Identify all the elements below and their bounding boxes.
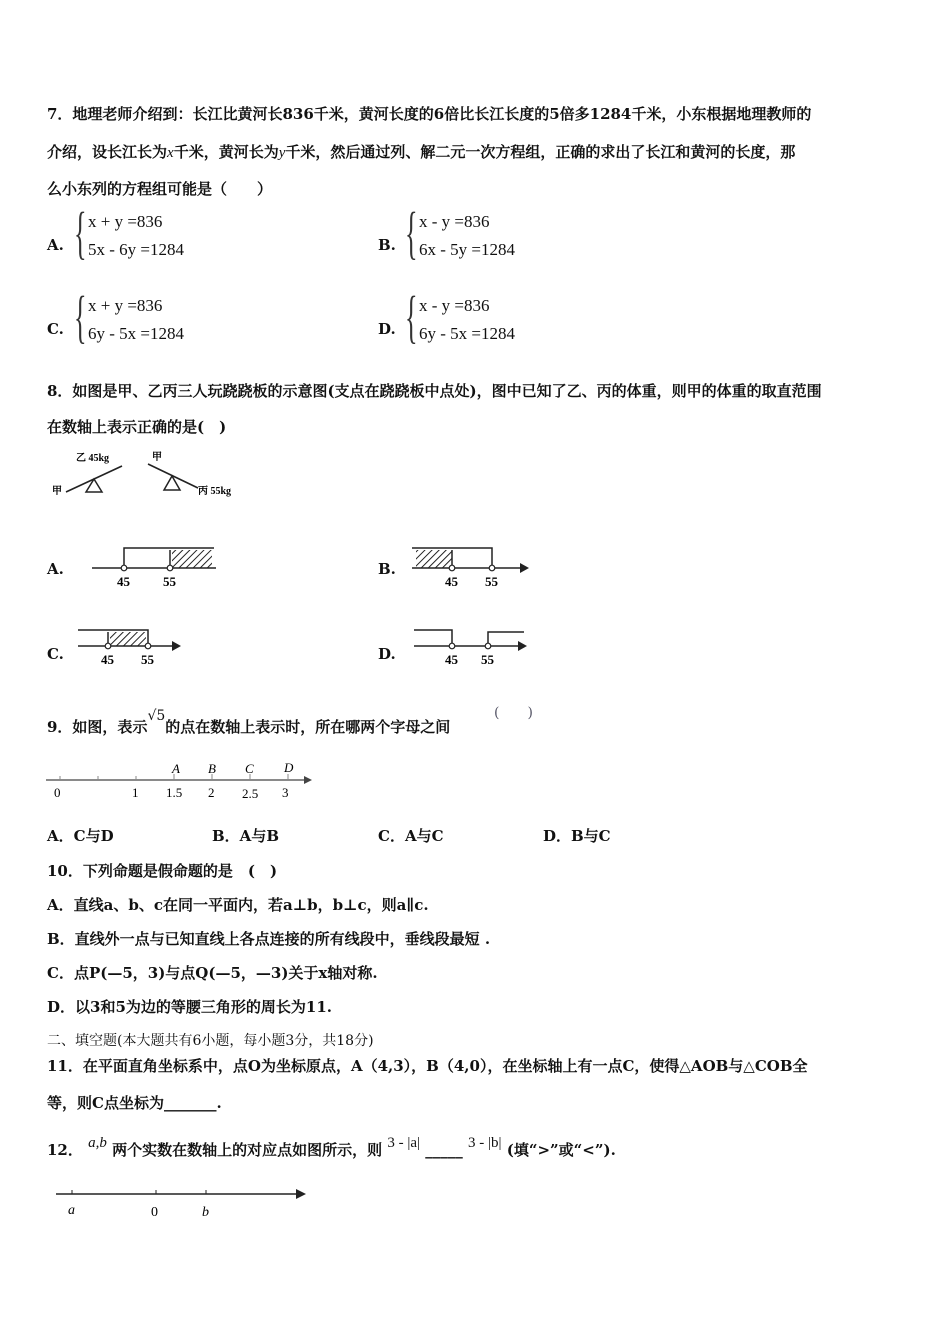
q7-line2-c: 千米，然后通过列、解二元一次方程组，正确的求出了长江和黄河的长度，那 — [285, 143, 796, 161]
q9-letter-d: D — [284, 760, 294, 775]
q10-option-a: A．直线a、b、c在同一平面内，若a⊥b，b⊥c，则a∥c. — [47, 896, 429, 914]
q9-tick-3: 3 — [282, 785, 289, 800]
q9-letter-c: C — [245, 761, 254, 776]
q9-option-a: A．C与D — [47, 827, 114, 845]
q7-var-y: y — [278, 145, 286, 161]
q9-numberline — [42, 756, 322, 802]
q8-a-label-45: 45 — [117, 574, 130, 589]
q12-expr-1: 3 - |a| — [387, 1135, 421, 1151]
q9-stem — [47, 708, 451, 737]
q7-option-c-eq1: x + y =836 — [88, 296, 163, 315]
q8-b-label-45: 45 — [445, 574, 458, 589]
seesaw-figure — [48, 448, 248, 504]
q8-line2: 在数轴上表示正确的是( ) — [47, 418, 227, 436]
q7-line2-a: 介绍，设长江长为 — [47, 143, 168, 161]
q11-line1: 11．在平面直角坐标系中，点O为坐标原点，A（4,3），B（4,0），在坐标轴上有一点C，使得△AOB与△COB全 — [47, 1057, 808, 1075]
q7-option-c-letter: C. — [47, 320, 64, 338]
q10-option-b: B．直线外一点与已知直线上各点连接的所有线段中，垂线段最短 . — [47, 930, 491, 948]
q9-tick-1-5: 1.5 — [166, 785, 183, 800]
q12-blank: _____ — [425, 1141, 463, 1159]
q9-answer-paren: ( ) — [494, 705, 533, 721]
seesaw-1-left-label: 甲 — [52, 486, 62, 497]
q9-text-b: 的点在数轴上表示时，所在哪两个字母之间 — [165, 718, 451, 736]
q9-option-d: D．B与C — [543, 827, 611, 845]
q7-option-a-brace: { — [74, 200, 87, 265]
q7-option-a-letter: A. — [47, 236, 64, 254]
q8-a-label-55: 55 — [163, 574, 176, 589]
q7-option-b-eq2: 6x - 5y =1284 — [419, 240, 515, 259]
seesaw-2 — [148, 451, 231, 497]
q10-stem: 10．下列命题是假命题的是 ( ) — [47, 862, 278, 880]
q8-c-label-55: 55 — [141, 652, 154, 667]
q7-option-a-eq1: x + y =836 — [88, 212, 163, 231]
q9-letter-b: B — [208, 761, 216, 776]
q12-stem — [47, 1135, 616, 1160]
q10-option-d: D．以3和5为边的等腰三角形的周长为11. — [47, 998, 332, 1016]
seesaw-1 — [52, 452, 122, 497]
q9-letter-a: A — [172, 761, 180, 776]
q11-line2: 等，则C点坐标为_______. — [47, 1094, 222, 1112]
q7-line2-b: 千米，黄河长为 — [173, 143, 279, 161]
q7-var-x: x — [167, 145, 174, 161]
q8-b-label-55: 55 — [485, 574, 498, 589]
q9-tick-0: 0 — [54, 785, 61, 800]
q7-option-d-eq2: 6y - 5x =1284 — [419, 324, 515, 343]
q8-d-label-45: 45 — [445, 652, 458, 667]
q12-expr-2: 3 - |b| — [467, 1135, 502, 1151]
q7-option-a-eq2: 5x - 6y =1284 — [88, 240, 184, 259]
q8-option-a-numberline — [88, 538, 223, 594]
q7-option-d-brace: { — [405, 284, 418, 349]
q12-vars: a,b — [88, 1135, 107, 1151]
q12-label-a: a — [68, 1203, 75, 1218]
q8-option-c-numberline — [76, 622, 186, 678]
q8-option-d-numberline — [410, 622, 535, 678]
q7-line3: 么小东列的方程组可能是（ ） — [47, 180, 273, 198]
q7-option-d-letter: D. — [378, 320, 396, 338]
q7-option-d-eq1: x - y =836 — [419, 296, 490, 315]
q9-sqrt5: √5 — [147, 708, 166, 724]
q9-tick-2: 2 — [208, 785, 215, 800]
q12-text-b: (填“>”或“<”). — [506, 1141, 616, 1159]
q8-line1: 8．如图是甲、乙丙三人玩跷跷板的示意图(支点在跷跷板中点处)，图中已知了乙、丙的体重，则甲的体重的取直范围 — [47, 382, 822, 400]
q9-tick-2-5: 2.5 — [242, 786, 259, 801]
seesaw-2-right-label: 丙 55kg — [198, 486, 232, 497]
q8-d-label-55: 55 — [481, 652, 494, 667]
q8-c-label-45: 45 — [101, 652, 114, 667]
q7-option-b-brace: { — [405, 200, 418, 265]
q8-option-c-letter: C. — [47, 645, 64, 663]
seesaw-1-top-label: 乙 45kg — [76, 453, 110, 464]
q9-option-c: C．A与C — [378, 827, 444, 845]
q7-option-b-letter: B. — [378, 236, 396, 254]
q9-text-a: 9．如图，表示 — [47, 718, 148, 736]
q10-option-c: C．点P(—5，3)与点Q(—5，—3)关于x轴对称. — [47, 964, 378, 982]
q8-option-b-letter: B. — [378, 560, 396, 578]
q9-option-b: B．A与B — [212, 827, 279, 845]
seesaw-2-top-label: 甲 — [152, 452, 162, 463]
q7-option-c-brace: { — [74, 284, 87, 349]
q7-option-b-eq1: x - y =836 — [419, 212, 490, 231]
q7-line2 — [47, 141, 795, 162]
q12-text-a: 两个实数在数轴上的对应点如图所示，则 — [112, 1141, 383, 1159]
q8-option-a-letter: A. — [47, 560, 64, 578]
section-2-heading: 二、填空题(本大题共有6小题，每小题3分，共18分) — [47, 1033, 374, 1049]
q12-label-0: 0 — [151, 1205, 158, 1220]
q8-option-d-letter: D. — [378, 645, 396, 663]
q9-tick-1: 1 — [132, 785, 139, 800]
q7-line1: 7．地理老师介绍到：长江比黄河长836千米，黄河长度的6倍比长江长度的5倍多1284千米，小东根据地理教师的 — [47, 105, 812, 123]
q8-option-b-numberline — [408, 538, 538, 594]
q7-option-c-eq2: 6y - 5x =1284 — [88, 324, 184, 343]
q12-number: 12． — [47, 1141, 83, 1159]
q12-numberline — [52, 1178, 312, 1224]
q12-label-b: b — [202, 1205, 209, 1220]
